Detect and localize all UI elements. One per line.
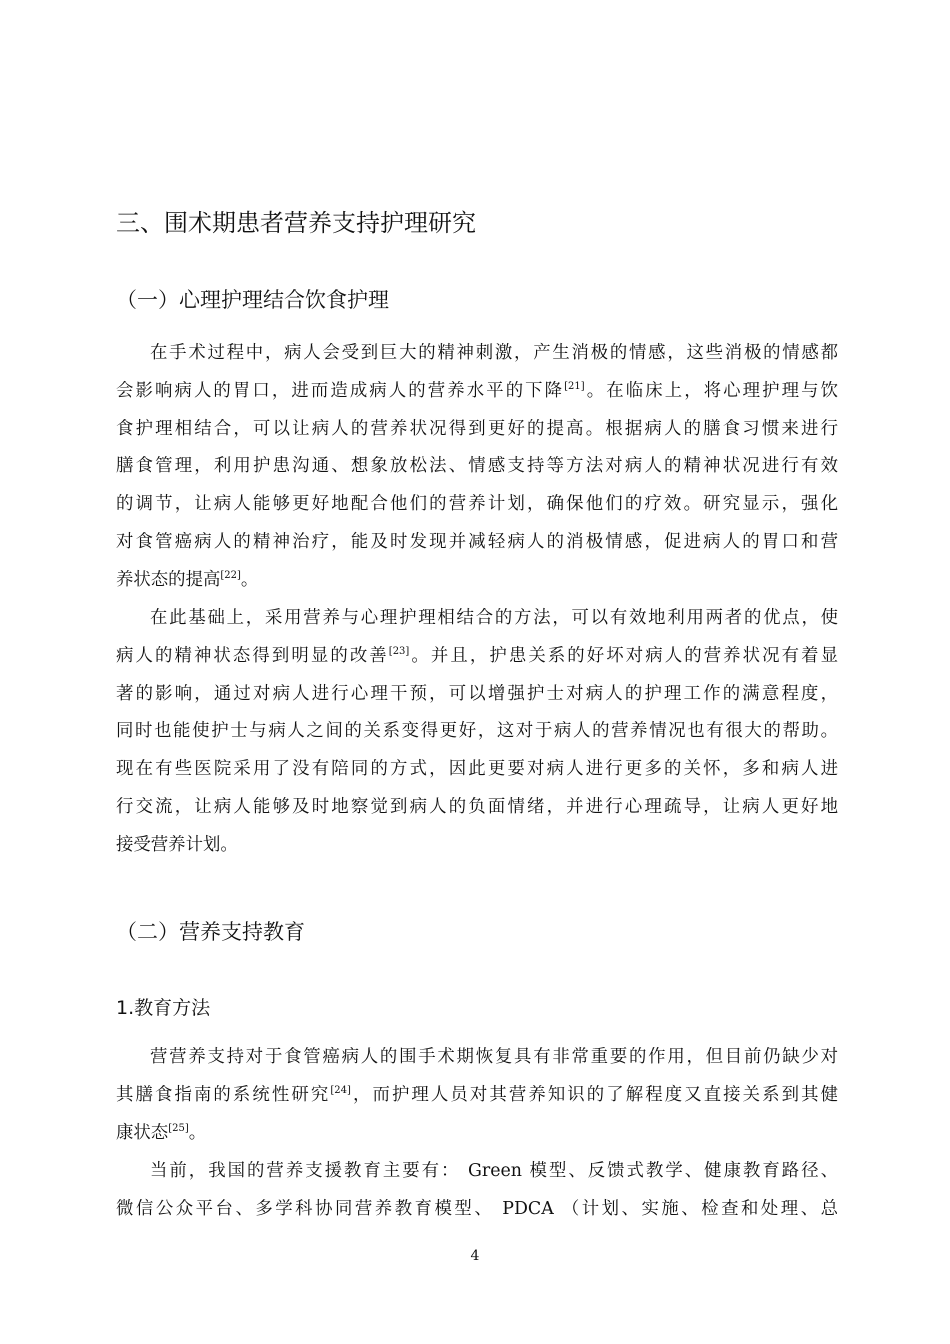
citation-ref: [21] — [564, 380, 585, 392]
text-line: 行交流，让病人能够及时地察觉到病人的负面情绪，并进行心理疏导，让病人更好地 — [116, 796, 838, 817]
text-line: 的调节，让病人能够更好地配合他们的营养计划，确保他们的疗效。研究显示，强化 — [116, 494, 838, 515]
text-span: 康状态 — [116, 1122, 169, 1143]
text-span: 病人的精神状态得到明显的改善 — [116, 645, 389, 666]
text-span: 。在临床上，将心理护理与饮 — [584, 380, 838, 401]
text-span: 养状态的提高 — [116, 569, 221, 590]
text-span: 。并且，护患关系的好坏对病人的营养状况有着显 — [409, 645, 838, 666]
paragraph-psych-nursing-1 — [116, 335, 838, 600]
citation-ref: [23] — [388, 645, 410, 657]
citation-ref: [25] — [168, 1122, 189, 1134]
text-line — [116, 1115, 838, 1153]
text-line: 营营养支持对于食管癌病人的围手术期恢复具有非常重要的作用，但目前仍缺少对 — [150, 1047, 838, 1067]
text-line: 微信公众平台、多学科协同营养教育模型、 PDCA （计划、实施、检查和处理、总 — [116, 1198, 838, 1219]
text-line: 对食管癌病人的精神治疗，能及时发现并减轻病人的消极情感，促进病人的胃口和营 — [116, 531, 838, 552]
text-span: 其膳食指南的系统性研究 — [116, 1084, 331, 1105]
text-line: 在手术过程中，病人会受到巨大的精神刺激，产生消极的情感，这些消极的情感都 — [150, 343, 838, 363]
text-line: 接受营养计划。 — [116, 834, 238, 855]
text-line — [116, 638, 838, 676]
text-line: 现在有些医院采用了没有陪同的方式，因此更要对病人进行更多的关怀，多和病人进 — [116, 759, 838, 780]
text-span: ，而护理人员对其营养知识的了解程度又直接关系到其健 — [350, 1084, 838, 1105]
text-span: 。 — [188, 1122, 207, 1143]
page-number: 4 — [470, 1248, 480, 1264]
text-line: 在此基础上，采用营养与心理护理相结合的方法，可以有效地利用两者的优点，使 — [150, 608, 838, 628]
text-span: 会影响病人的胃口，进而造成病人的营养水平的下降 — [116, 380, 565, 401]
sub-subsection-heading: 1.教育方法 — [116, 997, 211, 1019]
text-span: 。 — [240, 569, 259, 590]
text-line — [116, 562, 838, 600]
text-line: 当前，我国的营养支援教育主要有： Green 模型、反馈式教学、健康教育路径、 — [150, 1161, 838, 1181]
text-line: 著的影响，通过对病人进行心理干预，可以增强护士对病人的护理工作的满意程度， — [116, 683, 838, 704]
paragraph-psych-nursing-2 — [116, 600, 838, 865]
subsection-heading-2: （二）营养支持教育 — [116, 920, 305, 944]
citation-ref: [22] — [220, 569, 241, 581]
text-line: 同时也能使护士与病人之间的关系变得更好，这对于病人的营养情况也有很大的帮助。 — [116, 721, 838, 742]
citation-ref: [24] — [330, 1084, 351, 1096]
section-heading: 三、围术期患者营养支持护理研究 — [116, 209, 476, 237]
text-line: 膳食管理，利用护患沟通、想象放松法、情感支持等方法对病人的精神状况进行有效 — [116, 456, 838, 477]
paragraph-education-1 — [116, 1039, 838, 1152]
text-line — [116, 1077, 838, 1115]
subsection-heading-1: （一）心理护理结合饮食护理 — [116, 288, 389, 312]
text-line: 食护理相结合，可以让病人的营养状况得到更好的提高。根据病人的膳食习惯来进行 — [116, 418, 838, 439]
paragraph-education-2 — [116, 1153, 838, 1229]
text-line — [116, 373, 838, 411]
